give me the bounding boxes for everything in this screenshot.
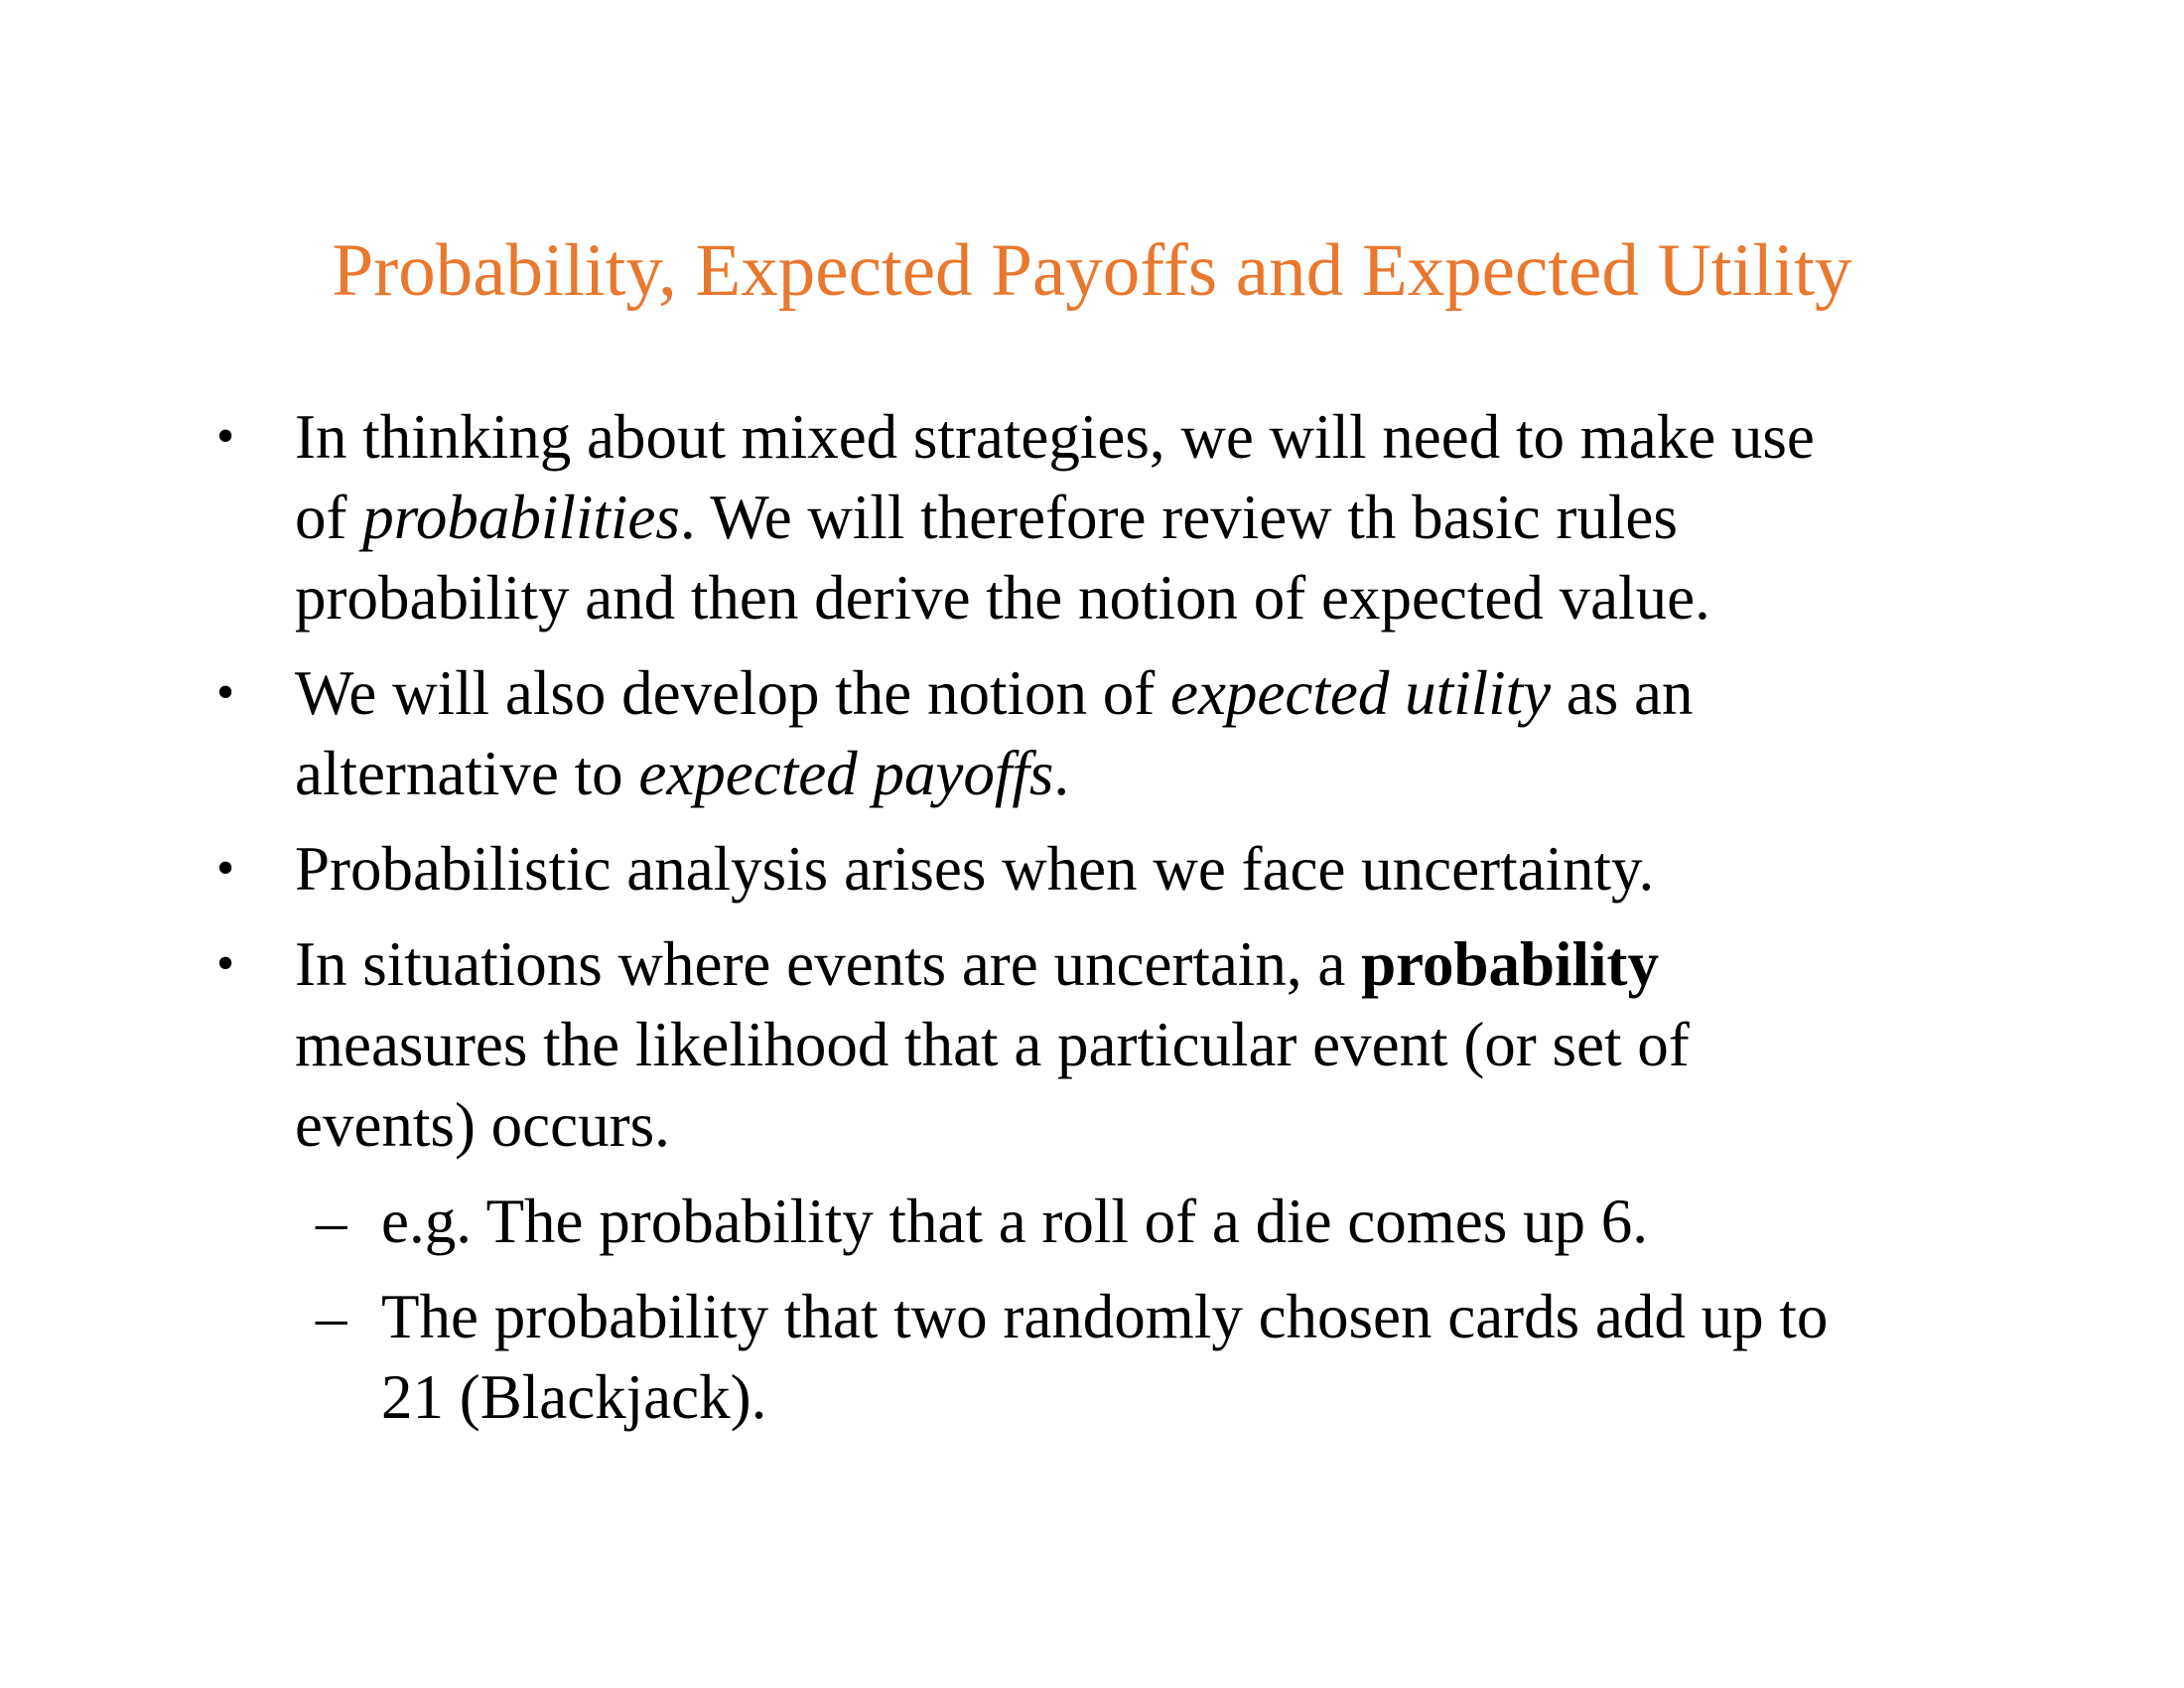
subbullet-1-line-1: e.g. The probability that a roll of a die comes up 6. — [381, 1187, 1648, 1256]
bullet-2-line-2 — [295, 734, 1069, 813]
text-segment: as an — [1551, 658, 1694, 728]
slide-title: Probability, Expected Payoffs and Expected Utility — [332, 229, 1852, 312]
subbullet-marker: – — [316, 1187, 347, 1256]
emphasis-probabilities: probabilities — [362, 483, 680, 552]
bullet-marker: • — [216, 664, 235, 721]
subbullet-2-line-1: The probability that two randomly chosen cards add up to — [381, 1282, 1829, 1351]
bullet-1-line-1: In thinking about mixed strategies, we will need to make use — [295, 402, 1815, 472]
bullet-4-line-3: events) occurs. — [295, 1090, 670, 1160]
bullet-marker: • — [216, 935, 235, 992]
bullet-1-line-2 — [295, 478, 1678, 557]
bullet-3-line-1: Probabilistic analysis arises when we face uncertainty. — [295, 834, 1655, 904]
text-segment: . We will therefore review th — [679, 483, 1397, 552]
emphasis-probability: probability — [1361, 929, 1660, 999]
subbullet-2-line-2: 21 (Blackjack). — [381, 1362, 767, 1432]
subbullet-marker: – — [316, 1282, 347, 1351]
emphasis-expected-utility: expected utility — [1170, 658, 1552, 728]
bullet-marker: • — [216, 408, 235, 465]
bullet-2-line-1 — [295, 653, 1694, 733]
text-segment: In situations where events are uncertain, a — [295, 929, 1362, 999]
emphasis-expected-payoffs: expected payoffs — [638, 739, 1054, 808]
bullet-1-line-3: probability and then derive the notion of expected value. — [295, 563, 1710, 633]
text-segment: . — [1053, 739, 1070, 808]
text-segment: of — [295, 483, 363, 552]
bullet-marker: • — [216, 840, 235, 897]
bullet-4-line-2: measures the likelihood that a particular event (or set of — [295, 1010, 1690, 1079]
text-segment: alternative to — [295, 739, 639, 808]
text-segment: We will also develop the notion of — [295, 658, 1170, 728]
text-segment: basic rules — [1396, 483, 1678, 552]
bullet-4-line-1 — [295, 924, 1659, 1004]
